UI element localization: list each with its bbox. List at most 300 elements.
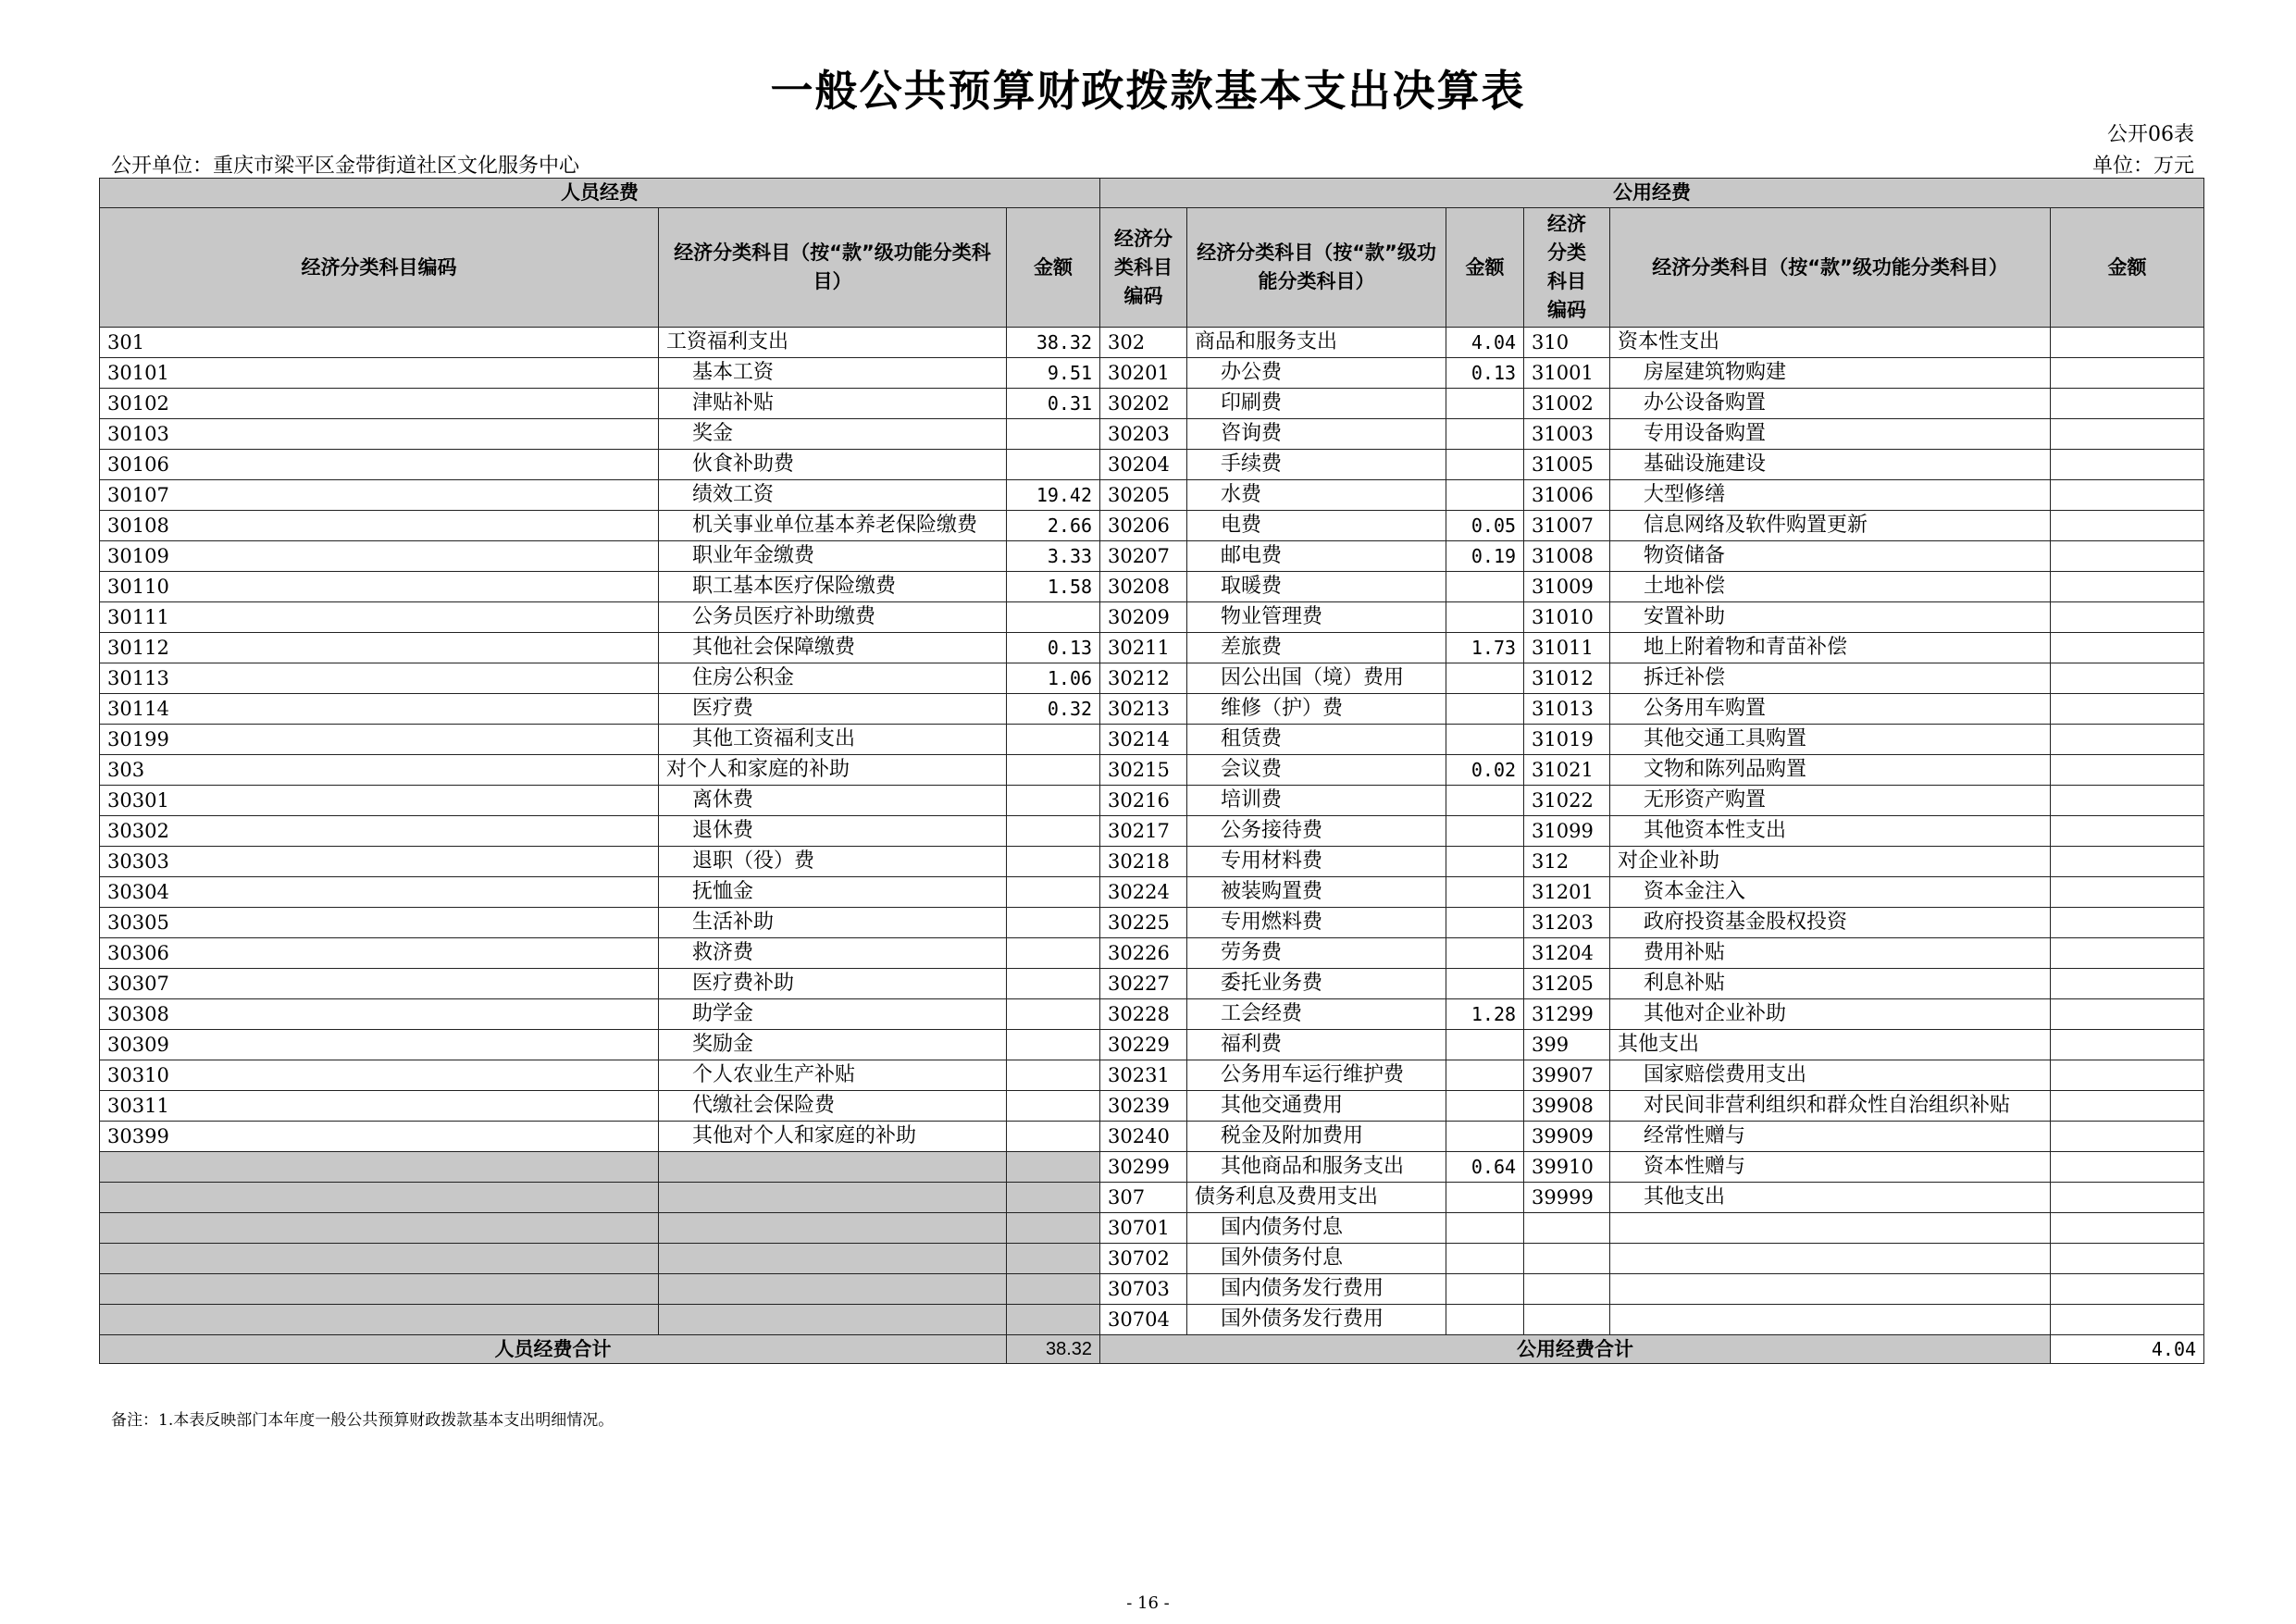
amount-cell xyxy=(1007,1152,1100,1183)
code-cell xyxy=(100,1274,659,1305)
code-cell: 39910 xyxy=(1524,1152,1610,1183)
amount-cell: 0.32 xyxy=(1007,694,1100,725)
amount-cell xyxy=(1446,1091,1524,1122)
amount-cell xyxy=(2051,511,2204,541)
amount-cell: 2.66 xyxy=(1007,511,1100,541)
amount-cell xyxy=(1007,755,1100,786)
amount-cell xyxy=(2051,1030,2204,1060)
item-cell: 咨询费 xyxy=(1187,419,1446,450)
item-cell: 医疗费 xyxy=(659,694,1007,725)
amount-cell: 3.33 xyxy=(1007,541,1100,572)
code-cell: 30206 xyxy=(1100,511,1187,541)
amount-cell xyxy=(1446,572,1524,602)
table-row xyxy=(100,1244,2204,1274)
amount-cell xyxy=(2051,725,2204,755)
item-cell: 手续费 xyxy=(1187,450,1446,480)
table-row xyxy=(100,755,2204,786)
code-cell: 30212 xyxy=(1100,663,1187,694)
code-cell: 30229 xyxy=(1100,1030,1187,1060)
item-cell: 房屋建筑物购建 xyxy=(1610,358,2051,389)
amount-cell xyxy=(2051,602,2204,633)
code-cell xyxy=(100,1183,659,1213)
table-row xyxy=(100,419,2204,450)
amount-cell xyxy=(1446,786,1524,816)
code-cell: 30217 xyxy=(1100,816,1187,847)
code-cell: 30204 xyxy=(1100,450,1187,480)
item-cell: 职工基本医疗保险缴费 xyxy=(659,572,1007,602)
code-cell: 30108 xyxy=(100,511,659,541)
item-cell: 津贴补贴 xyxy=(659,389,1007,419)
amount-cell xyxy=(1446,938,1524,969)
amount-cell xyxy=(1446,1305,1524,1335)
amount-cell xyxy=(2051,358,2204,389)
table-row xyxy=(100,1152,2204,1183)
code-cell xyxy=(1524,1213,1610,1244)
code-cell: 30240 xyxy=(1100,1122,1187,1152)
amount-cell: 9.51 xyxy=(1007,358,1100,389)
item-cell xyxy=(1610,1213,2051,1244)
amount-cell xyxy=(1007,938,1100,969)
col-header-code: 经济分类科目编码 xyxy=(1100,208,1187,328)
code-cell: 31001 xyxy=(1524,358,1610,389)
item-cell: 奖励金 xyxy=(659,1030,1007,1060)
item-cell: 物业管理费 xyxy=(1187,602,1446,633)
amount-cell xyxy=(1446,663,1524,694)
personnel-total-label: 人员经费合计 xyxy=(100,1335,1007,1364)
code-cell: 30208 xyxy=(1100,572,1187,602)
code-cell: 30225 xyxy=(1100,908,1187,938)
col-header-code: 经济分类科目编码 xyxy=(100,208,659,328)
amount-cell: 0.05 xyxy=(1446,511,1524,541)
code-cell: 30227 xyxy=(1100,969,1187,999)
amount-cell: 38.32 xyxy=(1007,328,1100,358)
code-cell: 30209 xyxy=(1100,602,1187,633)
amount-cell xyxy=(1007,1030,1100,1060)
table-row xyxy=(100,1183,2204,1213)
item-cell: 其他工资福利支出 xyxy=(659,725,1007,755)
public-total-amount: 4.04 xyxy=(2051,1335,2204,1364)
code-cell: 30226 xyxy=(1100,938,1187,969)
amount-cell xyxy=(1446,908,1524,938)
amount-cell xyxy=(1007,999,1100,1030)
totals-row xyxy=(100,1335,2204,1364)
item-cell: 对个人和家庭的补助 xyxy=(659,755,1007,786)
item-cell: 办公设备购置 xyxy=(1610,389,2051,419)
code-cell xyxy=(100,1305,659,1335)
amount-cell xyxy=(1446,1060,1524,1091)
code-cell: 30307 xyxy=(100,969,659,999)
code-cell: 30113 xyxy=(100,663,659,694)
code-cell: 312 xyxy=(1524,847,1610,877)
amount-cell xyxy=(2051,1305,2204,1335)
item-cell: 对民间非营利组织和群众性自治组织补贴 xyxy=(1610,1091,2051,1122)
code-cell: 31009 xyxy=(1524,572,1610,602)
code-cell: 30102 xyxy=(100,389,659,419)
code-cell: 31205 xyxy=(1524,969,1610,999)
item-cell: 安置补助 xyxy=(1610,602,2051,633)
amount-cell xyxy=(1007,1274,1100,1305)
amount-cell xyxy=(1446,419,1524,450)
code-cell: 302 xyxy=(1100,328,1187,358)
amount-cell xyxy=(2051,1091,2204,1122)
item-cell: 其他支出 xyxy=(1610,1183,2051,1213)
code-cell: 30205 xyxy=(1100,480,1187,511)
item-cell: 机关事业单位基本养老保险缴费 xyxy=(659,511,1007,541)
code-cell: 30101 xyxy=(100,358,659,389)
table-row xyxy=(100,358,2204,389)
item-cell: 债务利息及费用支出 xyxy=(1187,1183,1446,1213)
item-cell: 劳务费 xyxy=(1187,938,1446,969)
item-cell: 被装购置费 xyxy=(1187,877,1446,908)
amount-cell xyxy=(2051,1274,2204,1305)
item-cell: 国内债务发行费用 xyxy=(1187,1274,1446,1305)
code-cell: 30301 xyxy=(100,786,659,816)
col-header-item: 经济分类科目（按“款”级功能分类科目） xyxy=(1610,208,2051,328)
code-cell: 31008 xyxy=(1524,541,1610,572)
code-cell: 30215 xyxy=(1100,755,1187,786)
item-cell: 其他对个人和家庭的补助 xyxy=(659,1122,1007,1152)
col-header-item: 经济分类科目（按“款”级功能分类科目） xyxy=(1187,208,1446,328)
item-cell xyxy=(659,1244,1007,1274)
amount-cell xyxy=(2051,572,2204,602)
item-cell: 其他对企业补助 xyxy=(1610,999,2051,1030)
item-cell: 职业年金缴费 xyxy=(659,541,1007,572)
amount-cell xyxy=(2051,847,2204,877)
item-cell: 救济费 xyxy=(659,938,1007,969)
code-cell: 30302 xyxy=(100,816,659,847)
table-row xyxy=(100,1030,2204,1060)
item-cell: 工资福利支出 xyxy=(659,328,1007,358)
item-cell: 其他支出 xyxy=(1610,1030,2051,1060)
item-cell: 绩效工资 xyxy=(659,480,1007,511)
item-cell: 抚恤金 xyxy=(659,877,1007,908)
item-cell xyxy=(659,1152,1007,1183)
table-row xyxy=(100,1305,2204,1335)
item-cell: 拆迁补偿 xyxy=(1610,663,2051,694)
amount-cell xyxy=(2051,786,2204,816)
amount-cell xyxy=(2051,694,2204,725)
item-cell: 维修（护）费 xyxy=(1187,694,1446,725)
amount-cell xyxy=(1446,1122,1524,1152)
amount-cell: 4.04 xyxy=(1446,328,1524,358)
code-cell: 303 xyxy=(100,755,659,786)
code-cell: 30203 xyxy=(1100,419,1187,450)
reporting-unit: 公开单位：重庆市梁平区金带街道社区文化服务中心 xyxy=(111,155,580,178)
code-cell: 310 xyxy=(1524,328,1610,358)
amount-cell xyxy=(1007,786,1100,816)
item-cell xyxy=(1610,1274,2051,1305)
code-cell: 31011 xyxy=(1524,633,1610,663)
section-header-row xyxy=(100,179,2204,208)
code-cell xyxy=(100,1244,659,1274)
code-cell: 31099 xyxy=(1524,816,1610,847)
code-cell: 30228 xyxy=(1100,999,1187,1030)
code-cell: 30305 xyxy=(100,908,659,938)
item-cell: 国内债务付息 xyxy=(1187,1213,1446,1244)
currency-unit: 单位：万元 xyxy=(2091,155,2194,178)
page-title: 一般公共预算财政拨款基本支出决算表 xyxy=(770,66,1526,116)
item-cell: 工会经费 xyxy=(1187,999,1446,1030)
col-header-amount: 金额 xyxy=(2051,208,2204,328)
amount-cell: 1.58 xyxy=(1007,572,1100,602)
amount-cell xyxy=(2051,633,2204,663)
item-cell: 利息补贴 xyxy=(1610,969,2051,999)
amount-cell xyxy=(1007,1183,1100,1213)
amount-cell xyxy=(1446,1183,1524,1213)
item-cell xyxy=(659,1183,1007,1213)
item-cell: 医疗费补助 xyxy=(659,969,1007,999)
amount-cell xyxy=(2051,1183,2204,1213)
amount-cell xyxy=(1007,1091,1100,1122)
item-cell: 土地补偿 xyxy=(1610,572,2051,602)
code-cell: 30216 xyxy=(1100,786,1187,816)
code-cell: 30110 xyxy=(100,572,659,602)
code-cell: 31203 xyxy=(1524,908,1610,938)
personnel-total-amount: 38.32 xyxy=(1007,1335,1100,1364)
amount-cell xyxy=(1446,1244,1524,1274)
public-total-label: 公用经费合计 xyxy=(1100,1335,2051,1364)
item-cell: 其他社会保障缴费 xyxy=(659,633,1007,663)
table-row xyxy=(100,999,2204,1030)
code-cell: 399 xyxy=(1524,1030,1610,1060)
table-row xyxy=(100,328,2204,358)
code-cell: 30114 xyxy=(100,694,659,725)
item-cell: 商品和服务支出 xyxy=(1187,328,1446,358)
item-cell: 差旅费 xyxy=(1187,633,1446,663)
amount-cell xyxy=(1007,847,1100,877)
amount-cell xyxy=(1446,969,1524,999)
code-cell: 31003 xyxy=(1524,419,1610,450)
code-cell: 30701 xyxy=(1100,1213,1187,1244)
code-cell: 30310 xyxy=(100,1060,659,1091)
code-cell: 39908 xyxy=(1524,1091,1610,1122)
item-cell: 大型修缮 xyxy=(1610,480,2051,511)
code-cell: 30239 xyxy=(1100,1091,1187,1122)
item-cell: 奖金 xyxy=(659,419,1007,450)
col-header-amount: 金额 xyxy=(1007,208,1100,328)
table-row xyxy=(100,847,2204,877)
amount-cell xyxy=(1007,1244,1100,1274)
item-cell: 专用设备购置 xyxy=(1610,419,2051,450)
code-cell: 30207 xyxy=(1100,541,1187,572)
amount-cell xyxy=(1446,877,1524,908)
item-cell: 伙食补助费 xyxy=(659,450,1007,480)
item-cell: 退休费 xyxy=(659,816,1007,847)
amount-cell: 19.42 xyxy=(1007,480,1100,511)
code-cell: 30299 xyxy=(1100,1152,1187,1183)
item-cell: 其他商品和服务支出 xyxy=(1187,1152,1446,1183)
item-cell: 税金及附加费用 xyxy=(1187,1122,1446,1152)
amount-cell xyxy=(1007,419,1100,450)
item-cell: 福利费 xyxy=(1187,1030,1446,1060)
amount-cell xyxy=(2051,908,2204,938)
item-cell: 电费 xyxy=(1187,511,1446,541)
code-cell: 31019 xyxy=(1524,725,1610,755)
item-cell: 其他交通工具购置 xyxy=(1610,725,2051,755)
item-cell: 个人农业生产补贴 xyxy=(659,1060,1007,1091)
amount-cell: 0.31 xyxy=(1007,389,1100,419)
item-cell: 国家赔偿费用支出 xyxy=(1610,1060,2051,1091)
item-cell: 助学金 xyxy=(659,999,1007,1030)
code-cell: 31204 xyxy=(1524,938,1610,969)
amount-cell xyxy=(1446,816,1524,847)
table-number: 公开06表 xyxy=(2107,123,2194,146)
amount-cell xyxy=(2051,1152,2204,1183)
amount-cell xyxy=(1446,847,1524,877)
table-row xyxy=(100,602,2204,633)
table-row xyxy=(100,450,2204,480)
item-cell: 国外债务付息 xyxy=(1187,1244,1446,1274)
col-header-item: 经济分类科目（按“款”级功能分类科目） xyxy=(659,208,1007,328)
code-cell: 39999 xyxy=(1524,1183,1610,1213)
item-cell: 其他交通费用 xyxy=(1187,1091,1446,1122)
item-cell: 生活补助 xyxy=(659,908,1007,938)
table-row xyxy=(100,389,2204,419)
amount-cell xyxy=(2051,969,2204,999)
amount-cell xyxy=(2051,1060,2204,1091)
item-cell: 无形资产购置 xyxy=(1610,786,2051,816)
item-cell: 政府投资基金股权投资 xyxy=(1610,908,2051,938)
code-cell: 30703 xyxy=(1100,1274,1187,1305)
item-cell: 取暖费 xyxy=(1187,572,1446,602)
code-cell: 30311 xyxy=(100,1091,659,1122)
code-cell: 31005 xyxy=(1524,450,1610,480)
amount-cell xyxy=(2051,328,2204,358)
page-number: - 16 - xyxy=(1126,1593,1170,1613)
item-cell: 地上附着物和青苗补偿 xyxy=(1610,633,2051,663)
table-row xyxy=(100,938,2204,969)
item-cell: 租赁费 xyxy=(1187,725,1446,755)
column-header-row xyxy=(100,208,2204,328)
code-cell: 31012 xyxy=(1524,663,1610,694)
amount-cell xyxy=(1446,1213,1524,1244)
table-row xyxy=(100,816,2204,847)
item-cell: 文物和陈列品购置 xyxy=(1610,755,2051,786)
amount-cell xyxy=(1007,1122,1100,1152)
amount-cell: 1.28 xyxy=(1446,999,1524,1030)
item-cell: 专用燃料费 xyxy=(1187,908,1446,938)
col-header-code: 经济分类科目编码 xyxy=(1524,208,1610,328)
code-cell: 30214 xyxy=(1100,725,1187,755)
amount-cell xyxy=(2051,1122,2204,1152)
table-row xyxy=(100,1274,2204,1305)
item-cell: 公务员医疗补助缴费 xyxy=(659,602,1007,633)
amount-cell xyxy=(1007,450,1100,480)
item-cell: 会议费 xyxy=(1187,755,1446,786)
amount-cell xyxy=(2051,1244,2204,1274)
item-cell: 公务接待费 xyxy=(1187,816,1446,847)
amount-cell xyxy=(1446,725,1524,755)
code-cell: 39909 xyxy=(1524,1122,1610,1152)
amount-cell xyxy=(2051,541,2204,572)
amount-cell: 1.73 xyxy=(1446,633,1524,663)
code-cell: 30399 xyxy=(100,1122,659,1152)
code-cell: 31010 xyxy=(1524,602,1610,633)
code-cell: 31013 xyxy=(1524,694,1610,725)
amount-cell xyxy=(1446,1274,1524,1305)
table-row xyxy=(100,969,2204,999)
code-cell: 30199 xyxy=(100,725,659,755)
item-cell: 住房公积金 xyxy=(659,663,1007,694)
item-cell: 基本工资 xyxy=(659,358,1007,389)
item-cell: 离休费 xyxy=(659,786,1007,816)
item-cell: 经常性赠与 xyxy=(1610,1122,2051,1152)
table-row xyxy=(100,663,2204,694)
table-row xyxy=(100,511,2204,541)
amount-cell xyxy=(2051,755,2204,786)
table-row xyxy=(100,1091,2204,1122)
code-cell: 30107 xyxy=(100,480,659,511)
item-cell: 委托业务费 xyxy=(1187,969,1446,999)
item-cell: 基础设施建设 xyxy=(1610,450,2051,480)
code-cell xyxy=(1524,1305,1610,1335)
item-cell: 印刷费 xyxy=(1187,389,1446,419)
code-cell: 30211 xyxy=(1100,633,1187,663)
table-row xyxy=(100,908,2204,938)
table-row xyxy=(100,786,2204,816)
amount-cell xyxy=(1007,969,1100,999)
expenditure-table xyxy=(99,178,2204,1364)
amount-cell: 0.19 xyxy=(1446,541,1524,572)
code-cell: 30111 xyxy=(100,602,659,633)
code-cell: 39907 xyxy=(1524,1060,1610,1091)
amount-cell: 0.13 xyxy=(1007,633,1100,663)
code-cell: 30702 xyxy=(1100,1244,1187,1274)
code-cell: 31006 xyxy=(1524,480,1610,511)
item-cell: 邮电费 xyxy=(1187,541,1446,572)
code-cell: 30109 xyxy=(100,541,659,572)
amount-cell xyxy=(1007,1213,1100,1244)
amount-cell xyxy=(1007,908,1100,938)
code-cell: 30309 xyxy=(100,1030,659,1060)
code-cell: 307 xyxy=(1100,1183,1187,1213)
amount-cell xyxy=(1446,389,1524,419)
amount-cell xyxy=(1007,725,1100,755)
item-cell xyxy=(1610,1305,2051,1335)
item-cell: 培训费 xyxy=(1187,786,1446,816)
public-section-header: 公用经费 xyxy=(1100,179,2204,208)
amount-cell xyxy=(2051,419,2204,450)
code-cell: 30201 xyxy=(1100,358,1187,389)
code-cell: 30112 xyxy=(100,633,659,663)
amount-cell xyxy=(2051,999,2204,1030)
amount-cell xyxy=(2051,938,2204,969)
footnote: 备注：1.本表反映部门本年度一般公共预算财政拨款基本支出明细情况。 xyxy=(111,1411,614,1430)
code-cell: 30106 xyxy=(100,450,659,480)
item-cell: 公务用车购置 xyxy=(1610,694,2051,725)
amount-cell: 0.64 xyxy=(1446,1152,1524,1183)
item-cell: 信息网络及软件购置更新 xyxy=(1610,511,2051,541)
amount-cell xyxy=(2051,480,2204,511)
item-cell: 资本金注入 xyxy=(1610,877,2051,908)
amount-cell: 0.13 xyxy=(1446,358,1524,389)
table-row xyxy=(100,725,2204,755)
item-cell xyxy=(659,1305,1007,1335)
code-cell: 301 xyxy=(100,328,659,358)
item-cell: 专用材料费 xyxy=(1187,847,1446,877)
item-cell: 其他资本性支出 xyxy=(1610,816,2051,847)
table-row xyxy=(100,541,2204,572)
item-cell: 费用补贴 xyxy=(1610,938,2051,969)
amount-cell xyxy=(1446,450,1524,480)
code-cell: 31299 xyxy=(1524,999,1610,1030)
col-header-amount: 金额 xyxy=(1446,208,1524,328)
code-cell: 31002 xyxy=(1524,389,1610,419)
table-row xyxy=(100,572,2204,602)
item-cell: 公务用车运行维护费 xyxy=(1187,1060,1446,1091)
code-cell: 30704 xyxy=(1100,1305,1187,1335)
table-row xyxy=(100,480,2204,511)
